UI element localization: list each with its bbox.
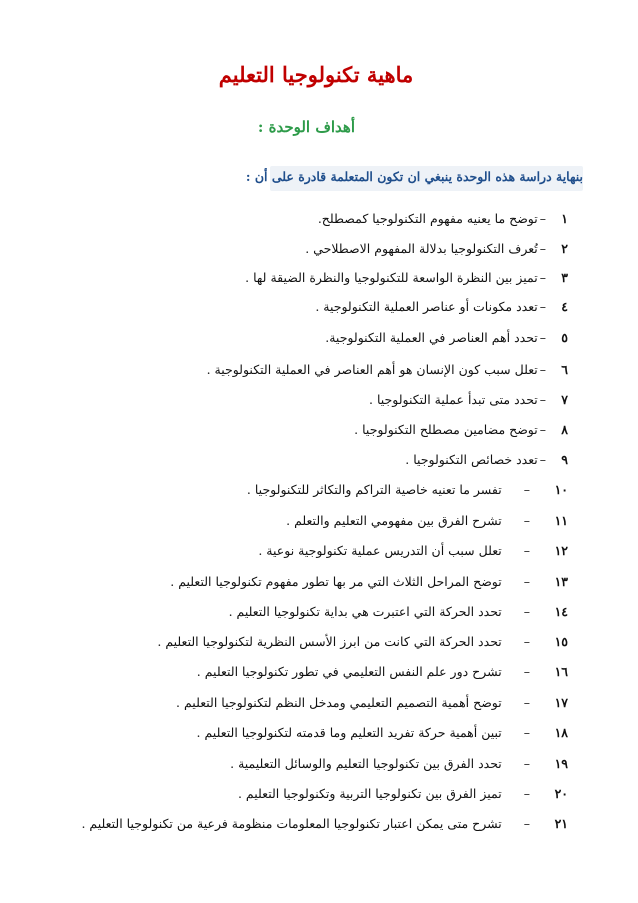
objective-text: تعلل سبب أن التدريس عملية تكنولوجية نوعية . [258, 543, 502, 558]
objective-number: ١٣ [554, 574, 568, 589]
objective-item [354, 422, 568, 437]
objective-text: تشرح دور علم النفس التعليمي في تطور تكنولوجيا التعليم . [196, 664, 502, 679]
objective-text: تحدد الحركة التي كانت من ابرز الأسس النظرية لتكنولوجيا التعليم . [157, 634, 502, 649]
objective-number: ١٦ [554, 664, 568, 679]
objective-dash: – [539, 299, 546, 314]
objective-dash: – [539, 422, 546, 437]
objective-number: ٧ [561, 392, 568, 407]
objective-text: تعدد مكونات أو عناصر العملية التكنولوجية . [315, 299, 538, 314]
objective-item [157, 634, 568, 649]
objective-item [230, 756, 568, 771]
objective-item [170, 574, 568, 589]
objective-number: ٢١ [554, 816, 568, 831]
objective-number: ٢ [561, 241, 568, 256]
objective-item [315, 299, 568, 314]
objective-text: تحدد متى تبدأ عملية التكنولوجيا . [369, 392, 538, 407]
objective-text: توضح أهمية التصميم التعليمي ومدخل النظم لتكنولوجيا التعليم . [176, 695, 502, 710]
objective-dash: – [523, 664, 530, 679]
objective-number: ٢٠ [554, 786, 568, 801]
objective-item [238, 786, 568, 801]
objective-text: تُعرف التكنولوجيا بدلالة المفهوم الاصطلاحي . [305, 241, 538, 256]
objective-dash: – [523, 634, 530, 649]
objective-item [197, 664, 568, 679]
objective-dash: – [539, 362, 546, 377]
objective-number: ٩ [561, 452, 568, 467]
objective-dash: – [523, 543, 530, 558]
objective-number: ١١ [554, 513, 568, 528]
objective-dash: – [539, 211, 546, 226]
objective-text: تميز الفرق بين تكنولوجيا التربية وتكنولوجيا التعليم . [237, 786, 502, 801]
objective-dash: – [523, 604, 530, 619]
objective-dash: – [523, 816, 530, 831]
objective-item [207, 362, 568, 377]
objective-number: ١٠ [554, 482, 568, 497]
objective-number: ٣ [561, 270, 568, 285]
objective-item [325, 330, 568, 345]
section-subtitle: أهداف الوحدة : [257, 118, 355, 136]
objective-number: ١٨ [554, 725, 568, 740]
objective-item [247, 482, 568, 497]
objective-number: ١٧ [554, 695, 568, 710]
objective-item [305, 241, 568, 256]
objective-number: ١٤ [554, 604, 568, 619]
objective-dash: – [539, 392, 546, 407]
objective-item [176, 695, 568, 710]
objective-dash: – [523, 725, 530, 740]
objective-item [369, 392, 568, 407]
objective-dash: – [539, 330, 546, 345]
objective-text: توضح مضامين مصطلح التكنولوجيا . [354, 422, 538, 437]
objective-item [405, 452, 568, 467]
objective-dash: – [523, 756, 530, 771]
objective-text: تعدد خصائص التكنولوجيا . [405, 452, 538, 467]
objective-number: ١٩ [554, 756, 568, 771]
objective-item [81, 816, 568, 831]
objective-number: ١٢ [554, 543, 568, 558]
objective-dash: – [539, 270, 546, 285]
objective-number: ١٥ [554, 634, 568, 649]
objective-item [258, 543, 568, 558]
objective-number: ١ [561, 211, 568, 226]
objective-number: ٨ [561, 422, 568, 437]
objective-item [318, 211, 568, 226]
objective-text: تفسر ما تعنيه خاصية التراكم والتكاثر للتكنولوجيا . [246, 482, 502, 497]
objective-dash: – [523, 482, 530, 497]
objective-text: تبين أهمية حركة تفريد التعليم وما قدمته لتكنولوجيا التعليم . [196, 725, 502, 740]
objective-dash: – [523, 513, 530, 528]
objective-text: تحدد أهم العناصر في العملية التكنولوجية. [325, 330, 538, 345]
objective-item [229, 604, 568, 619]
objective-text: تعلل سبب كون الإنسان هو أهم العناصر في العملية التكنولوجية . [206, 362, 538, 377]
objective-dash: – [523, 695, 530, 710]
objective-number: ٤ [561, 299, 568, 314]
objective-text: تشرح متى يمكن اعتبار تكنولوجيا المعلومات منظومة فرعية من تكنولوجيا التعليم . [81, 816, 502, 831]
objective-text: تحدد الفرق بين تكنولوجيا التعليم والوسائل التعليمية . [230, 756, 502, 771]
objective-item [197, 725, 568, 740]
objective-text: تشرح الفرق بين مفهومي التعليم والتعلم . [286, 513, 502, 528]
page-title: ماهية تكنولوجيا التعليم [218, 62, 414, 87]
objective-text: توضح ما يعنيه مفهوم التكنولوجيا كمصطلح. [317, 211, 538, 226]
intro-text: بنهاية دراسة هذه الوحدة ينبغي ان تكون المتعلمة قادرة على أن : [245, 169, 583, 184]
objective-dash: – [523, 786, 530, 801]
objective-text: توضح المراحل الثلاث التي مر بها تطور مفهوم تكنولوجيا التعليم . [170, 574, 502, 589]
objective-dash: – [539, 452, 546, 467]
objective-item [286, 513, 568, 528]
objective-number: ٦ [561, 362, 568, 377]
objective-dash: – [523, 574, 530, 589]
objective-number: ٥ [561, 330, 568, 345]
objective-dash: – [539, 241, 546, 256]
objective-text: تحدد الحركة التي اعتبرت هي بداية تكنولوجيا التعليم . [228, 604, 502, 619]
objective-item [245, 270, 568, 285]
objective-text: تميز بين النظرة الواسعة للتكنولوجيا والنظرة الضيقة لها . [245, 270, 538, 285]
